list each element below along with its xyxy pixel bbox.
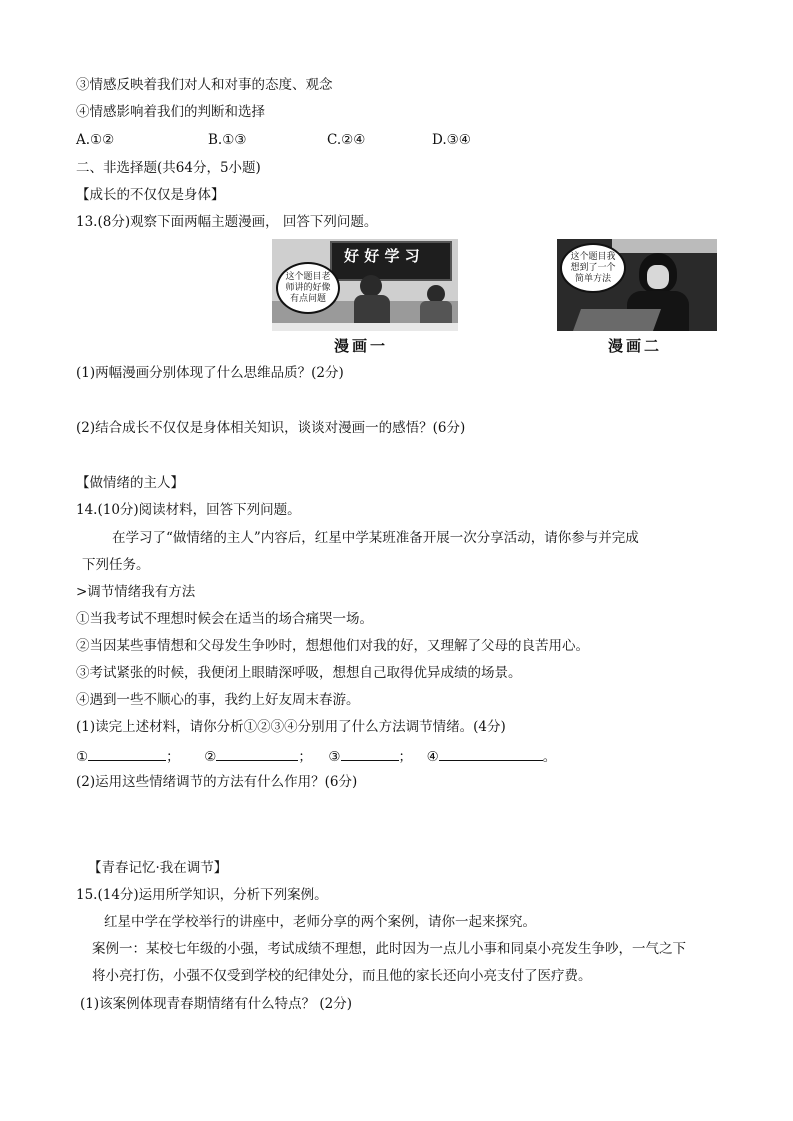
- blank-label-2: ②: [204, 749, 217, 765]
- blank-sep-1: ；: [166, 749, 180, 765]
- q12-option-d: D.③④: [432, 132, 471, 148]
- block-title-growth: 【成长的不仅仅是身体】: [76, 187, 225, 203]
- question-13-1: (1)两幅漫画分别体现了什么思维品质？(2分): [76, 365, 344, 381]
- q14-intro-line-2: 下列任务。: [82, 557, 150, 573]
- answer-blank-4[interactable]: [439, 746, 543, 761]
- q12-item-4: ④情感影响着我们的判断和选择: [76, 104, 265, 120]
- blank-label-3: ③: [328, 749, 341, 765]
- q12-option-c: C.②④: [327, 132, 366, 148]
- question-14-2: (2)运用这些情绪调节的方法有什么作用？(6分): [76, 774, 358, 790]
- blank-label-1: ①: [76, 749, 89, 765]
- material-item-4: ④遇到一些不顺心的事，我约上好友周末春游。: [76, 692, 360, 708]
- case-1-line-2: 将小亮打伤，小强不仅受到学校的纪律处分，而且他的家长还向小亮支付了医疗费。: [92, 968, 592, 984]
- answer-blank-1[interactable]: [88, 746, 166, 761]
- material-item-3: ③考试紧张的时候，我便闭上眼睛深呼吸，想想自己取得优异成绩的场景。: [76, 665, 522, 681]
- question-14-1: (1)读完上述材料，请你分析①②③④分别用了什么方法调节情绪。(4分): [76, 719, 506, 735]
- answer-blanks-row: [76, 746, 556, 766]
- question-13: 13.(8分)观察下面两幅主题漫画， 回答下列问题。: [76, 214, 378, 230]
- question-13-2: (2)结合成长不仅仅是身体相关知识，谈谈对漫画一的感悟？(6分): [76, 420, 466, 436]
- blank-sep-3: ；: [398, 749, 413, 765]
- comic-1-caption: 漫画一: [334, 337, 389, 355]
- question-15: 15.(14分)运用所学知识，分析下列案例。: [76, 887, 328, 903]
- q14-subheading: >调节情绪我有方法: [76, 584, 196, 600]
- comic-1-speech-bubble: 这个题目老师讲的好像有点问题: [276, 262, 340, 314]
- question-14: 14.(10分)阅读材料，回答下列问题。: [76, 502, 301, 518]
- comic-1-board-text: 好 好 学 习: [344, 247, 420, 265]
- case-1-line-1: 案例一：某校七年级的小强，考试成绩不理想，此时因为一点儿小事和同桌小亮发生争吵，一气之下: [92, 941, 686, 957]
- section-heading: 二、非选择题(共64分，5小题): [76, 160, 261, 176]
- q14-intro-line-1: 在学习了“做情绪的主人”内容后，红星中学某班准备开展一次分享活动，请你参与并完成: [112, 530, 639, 546]
- comic-2-caption: 漫画二: [608, 337, 663, 355]
- material-item-1: ①当我考试不理想时候会在适当的场合痛哭一场。: [76, 611, 373, 627]
- q12-item-3: ③情感反映着我们对人和对事的态度、观念: [76, 77, 333, 93]
- q15-intro: 红星中学在学校举行的讲座中，老师分享的两个案例，请你一起来探究。: [104, 914, 536, 930]
- blank-sep-2: ；: [298, 749, 312, 765]
- answer-blank-3[interactable]: [341, 746, 399, 761]
- q12-option-a: A.①②: [76, 132, 115, 148]
- block-title-emotion: 【做情绪的主人】: [76, 475, 184, 491]
- comic-2-speech-bubble: 这个题目我想到了一个简单方法: [560, 243, 626, 293]
- block-title-youth: 【青春记忆·我在调节】: [88, 860, 228, 876]
- material-item-2: ②当因某些事情想和父母发生争吵时，想想他们对我的好，又理解了父母的良苦用心。: [76, 638, 589, 654]
- question-15-1: (1)该案例体现青春期情绪有什么特点？ (2分): [80, 996, 353, 1012]
- blank-label-4: ④: [426, 749, 439, 765]
- answer-blank-2[interactable]: [216, 746, 298, 761]
- q12-option-b: B.①③: [208, 132, 247, 148]
- blank-sep-4: 。: [542, 749, 557, 765]
